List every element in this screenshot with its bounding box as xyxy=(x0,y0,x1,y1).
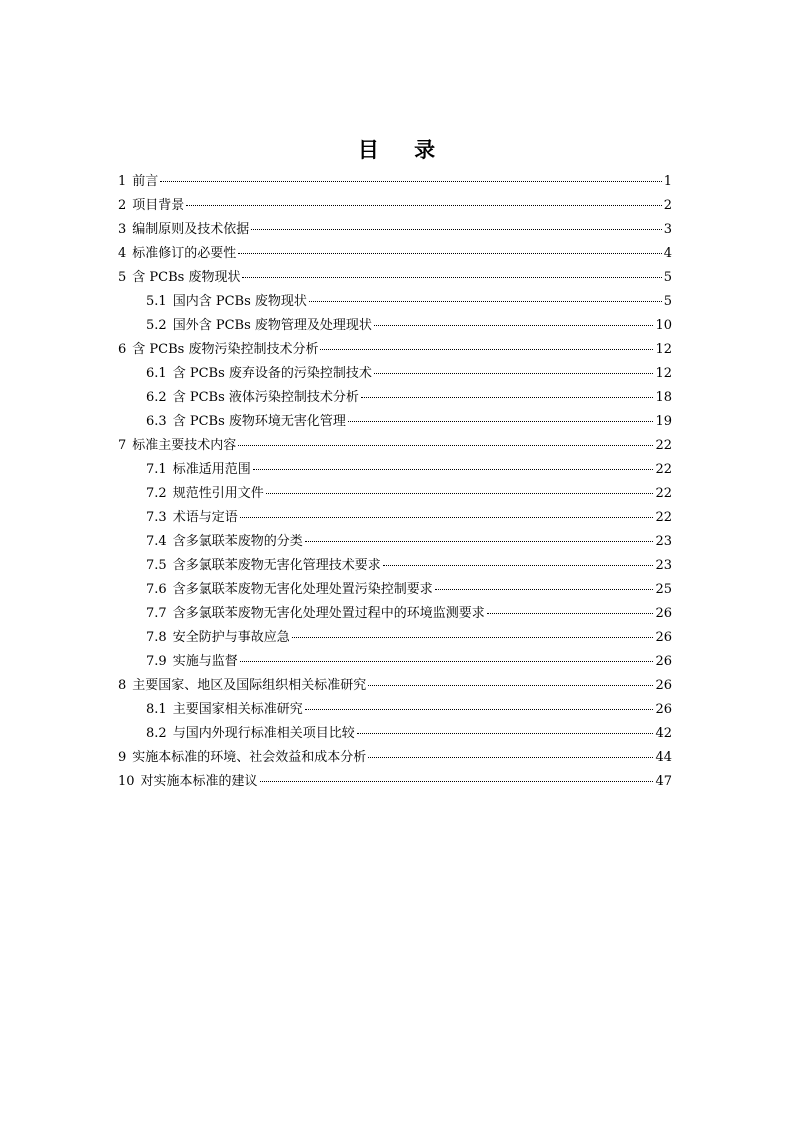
toc-dot-leader xyxy=(305,708,654,710)
toc-entry-title: 含多氯联苯废物无害化处理处置污染控制要求 xyxy=(172,582,433,597)
toc-entry xyxy=(118,194,672,218)
toc-entry-title: 术语与定语 xyxy=(172,510,238,525)
toc-entry xyxy=(118,314,672,338)
toc-entry-title: 含多氯联苯废物无害化处理处置过程中的环境监测要求 xyxy=(172,606,485,621)
toc-entry-number: 7.7 xyxy=(146,606,167,621)
toc-entry-title: 安全防护与事故应急 xyxy=(172,630,290,645)
toc-entry-page-number: 26 xyxy=(655,678,672,693)
toc-entry-title: 国内含 PCBs 废物现状 xyxy=(172,294,307,309)
toc-entry xyxy=(118,530,672,554)
toc-entry-title: 对实施本标准的建议 xyxy=(140,774,258,789)
toc-entry-title: 标准修订的必要性 xyxy=(132,246,237,261)
toc-entry-title: 前言 xyxy=(132,174,159,189)
toc-entry xyxy=(118,722,672,746)
toc-entry xyxy=(118,434,672,458)
toc-entry-number: 6.3 xyxy=(146,414,167,429)
toc-entry-page-number: 18 xyxy=(655,390,672,405)
toc-entry-number: 5.1 xyxy=(146,294,167,309)
toc-entry xyxy=(118,242,672,266)
toc-entry xyxy=(118,170,672,194)
toc-dot-leader xyxy=(240,660,654,662)
toc-entry-number: 7.2 xyxy=(146,486,167,501)
toc-dot-leader xyxy=(374,324,654,326)
toc-entry-number: 7.5 xyxy=(146,558,167,573)
toc-dot-leader xyxy=(348,420,654,422)
toc-entry-page-number: 22 xyxy=(655,438,672,453)
toc-entry-title: 编制原则及技术依据 xyxy=(132,222,250,237)
toc-dot-leader xyxy=(357,732,654,734)
toc-entry xyxy=(118,266,672,290)
toc-entry-number: 5.2 xyxy=(146,318,167,333)
toc-entry-number: 6.1 xyxy=(146,366,167,381)
toc-dot-leader xyxy=(238,444,653,446)
toc-entry-number: 7.8 xyxy=(146,630,167,645)
toc-dot-leader xyxy=(160,180,661,182)
toc-entry-page-number: 12 xyxy=(655,342,672,357)
toc-entry-page-number: 44 xyxy=(655,750,672,765)
toc-entry-number: 8 xyxy=(118,678,127,693)
toc-dot-leader xyxy=(292,636,654,638)
toc-entry-number: 7.6 xyxy=(146,582,167,597)
toc-entry-number: 6.2 xyxy=(146,390,167,405)
toc-entry xyxy=(118,770,672,794)
toc-entry-page-number: 42 xyxy=(655,726,672,741)
toc-entry xyxy=(118,554,672,578)
toc-entry xyxy=(118,386,672,410)
toc-dot-leader xyxy=(383,564,654,566)
toc-dot-leader xyxy=(368,684,653,686)
toc-entry xyxy=(118,626,672,650)
toc-entry-title: 含 PCBs 废物环境无害化管理 xyxy=(172,414,346,429)
toc-entry xyxy=(118,698,672,722)
toc-entry-page-number: 22 xyxy=(655,486,672,501)
toc-dot-leader xyxy=(361,396,654,398)
toc-entry-page-number: 3 xyxy=(663,222,672,237)
toc-dot-leader xyxy=(309,300,662,302)
toc-entry-number: 7 xyxy=(118,438,127,453)
toc-entry-title: 主要国家、地区及国际组织相关标准研究 xyxy=(132,678,367,693)
toc-entry-number: 10 xyxy=(118,774,135,789)
toc-dot-leader xyxy=(305,540,654,542)
toc-entry xyxy=(118,218,672,242)
toc-dot-leader xyxy=(238,252,661,254)
toc-entry-title: 含多氯联苯废物无害化管理技术要求 xyxy=(172,558,381,573)
toc-entry xyxy=(118,506,672,530)
toc-dot-leader xyxy=(253,468,654,470)
toc-entry xyxy=(118,602,672,626)
toc-entry-number: 6 xyxy=(118,342,127,357)
toc-dot-leader xyxy=(242,276,661,278)
toc-dot-leader xyxy=(260,780,654,782)
toc-entry-title: 国外含 PCBs 废物管理及处理现状 xyxy=(172,318,372,333)
toc-dot-leader xyxy=(435,588,654,590)
toc-entry-number: 8.1 xyxy=(146,702,167,717)
toc-title: 目 录 xyxy=(357,137,450,162)
toc-entry xyxy=(118,290,672,314)
toc-entry-page-number: 10 xyxy=(655,318,672,333)
toc-entry-number: 7.4 xyxy=(146,534,167,549)
toc-entry-title: 含 PCBs 废物污染控制技术分析 xyxy=(132,342,319,357)
toc-entry-number: 4 xyxy=(118,246,127,261)
toc-entry-number: 9 xyxy=(118,750,127,765)
toc-entry xyxy=(118,482,672,506)
toc-dot-leader xyxy=(374,372,654,374)
toc-dot-leader xyxy=(240,516,654,518)
toc-entry-page-number: 26 xyxy=(655,606,672,621)
toc-entry-title: 与国内外现行标准相关项目比较 xyxy=(172,726,355,741)
toc-entry-title: 规范性引用文件 xyxy=(172,486,264,501)
toc-entry-page-number: 1 xyxy=(663,174,672,189)
toc-entry-number: 3 xyxy=(118,222,127,237)
toc-entry-title: 项目背景 xyxy=(132,198,185,213)
toc-entry-page-number: 26 xyxy=(655,630,672,645)
toc-dot-leader xyxy=(368,756,653,758)
toc-entry-title: 含 PCBs 废弃设备的污染控制技术 xyxy=(172,366,372,381)
toc-list xyxy=(118,170,672,794)
toc-entry-title: 标准适用范围 xyxy=(172,462,251,477)
toc-entry-number: 2 xyxy=(118,198,127,213)
toc-entry-page-number: 25 xyxy=(655,582,672,597)
toc-entry-page-number: 23 xyxy=(655,558,672,573)
toc-entry xyxy=(118,338,672,362)
toc-entry-page-number: 22 xyxy=(655,510,672,525)
toc-entry-page-number: 12 xyxy=(655,366,672,381)
toc-entry-page-number: 22 xyxy=(655,462,672,477)
toc-entry-title: 实施与监督 xyxy=(172,654,238,669)
toc-entry-page-number: 5 xyxy=(663,294,672,309)
toc-entry-title: 标准主要技术内容 xyxy=(132,438,237,453)
toc-entry-title: 实施本标准的环境、社会效益和成本分析 xyxy=(132,750,367,765)
toc-entry-page-number: 26 xyxy=(655,702,672,717)
toc-entry-page-number: 2 xyxy=(663,198,672,213)
toc-entry-page-number: 26 xyxy=(655,654,672,669)
toc-dot-leader xyxy=(320,348,653,350)
toc-dot-leader xyxy=(186,204,661,206)
toc-entry-number: 7.9 xyxy=(146,654,167,669)
toc-entry xyxy=(118,650,672,674)
toc-entry-title: 含 PCBs 液体污染控制技术分析 xyxy=(172,390,359,405)
toc-dot-leader xyxy=(266,492,654,494)
toc-entry-page-number: 5 xyxy=(663,270,672,285)
toc-entry-title: 含 PCBs 废物现状 xyxy=(132,270,241,285)
toc-entry xyxy=(118,674,672,698)
toc-entry-title: 主要国家相关标准研究 xyxy=(172,702,303,717)
toc-dot-leader xyxy=(487,612,654,614)
toc-entry-number: 8.2 xyxy=(146,726,167,741)
toc-entry-title: 含多氯联苯废物的分类 xyxy=(172,534,303,549)
toc-entry xyxy=(118,746,672,770)
toc-entry-number: 7.1 xyxy=(146,462,167,477)
toc-entry xyxy=(118,578,672,602)
toc-entry-page-number: 19 xyxy=(655,414,672,429)
toc-entry xyxy=(118,458,672,482)
toc-dot-leader xyxy=(251,228,661,230)
toc-entry-page-number: 4 xyxy=(663,246,672,261)
toc-entry xyxy=(118,362,672,386)
toc-entry-number: 7.3 xyxy=(146,510,167,525)
toc-entry-number: 1 xyxy=(118,174,127,189)
toc-entry-page-number: 47 xyxy=(655,774,672,789)
toc-entry-number: 5 xyxy=(118,270,127,285)
toc-entry xyxy=(118,410,672,434)
toc-entry-page-number: 23 xyxy=(655,534,672,549)
